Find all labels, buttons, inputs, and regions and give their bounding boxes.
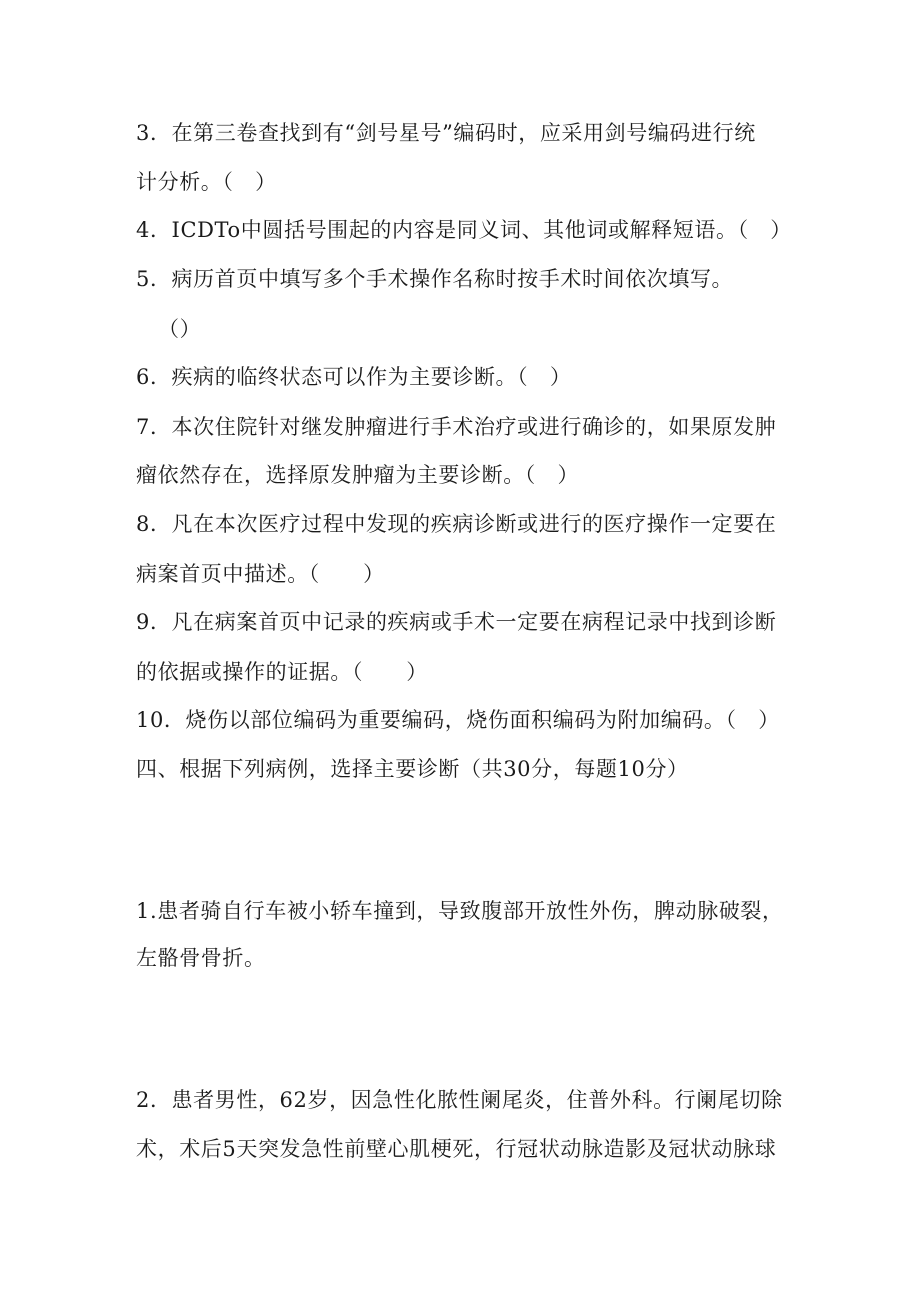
question-3-line-1: 3．在第三卷查找到有“剑号星号”编码时，应采用剑号编码进行统 (136, 121, 756, 145)
question-6: 6．疾病的临终状态可以作为主要诊断。（ ） (136, 365, 572, 389)
question-5-line-2: （） (158, 317, 202, 341)
question-10: 10．烧伤以部位编码为重要编码，烧伤面积编码为附加编码。（ ） (136, 708, 780, 732)
question-3-line-2: 计分析。（ ） (136, 170, 277, 194)
question-8-line-1: 8．凡在本次医疗过程中发现的疾病诊断或进行的医疗操作一定要在 (136, 512, 777, 536)
case-1-line-1: 1.患者骑自行车被小轿车撞到，导致腹部开放性外伤，脾动脉破裂， (136, 899, 784, 923)
question-9-line-2: 的依据或操作的证据。（ ） (136, 660, 428, 684)
section-4-heading: 四、根据下列病例，选择主要诊断（共30分，每题10分） (136, 757, 689, 781)
question-8-line-2: 病案首页中描述。（ ） (136, 562, 385, 586)
case-2-line-1: 2．患者男性，62岁，因急性化脓性阑尾炎，住普外科。行阑尾切除 (136, 1088, 783, 1112)
question-7-line-2: 瘤依然存在，选择原发肿瘤为主要诊断。（ ） (136, 463, 580, 487)
case-1-line-2: 左骼骨骨折。 (136, 946, 266, 970)
question-5-line-1: 5．病历首页中填写多个手术操作名称时按手术时间依次填写。 (136, 267, 734, 291)
question-9-line-1: 9．凡在病案首页中记录的疾病或手术一定要在病程记录中找到诊断 (136, 610, 777, 634)
question-4: 4．ICDTo中圆括号围起的内容是同义词、其他词或解释短语。（ ） (136, 218, 792, 242)
case-2-line-2: 术，术后5天突发急性前壁心肌梗死，行冠状动脉造影及冠状动脉球 (136, 1137, 777, 1161)
question-7-line-1: 7．本次住院针对继发肿瘤进行手术治疗或进行确诊的，如果原发肿 (136, 415, 777, 439)
